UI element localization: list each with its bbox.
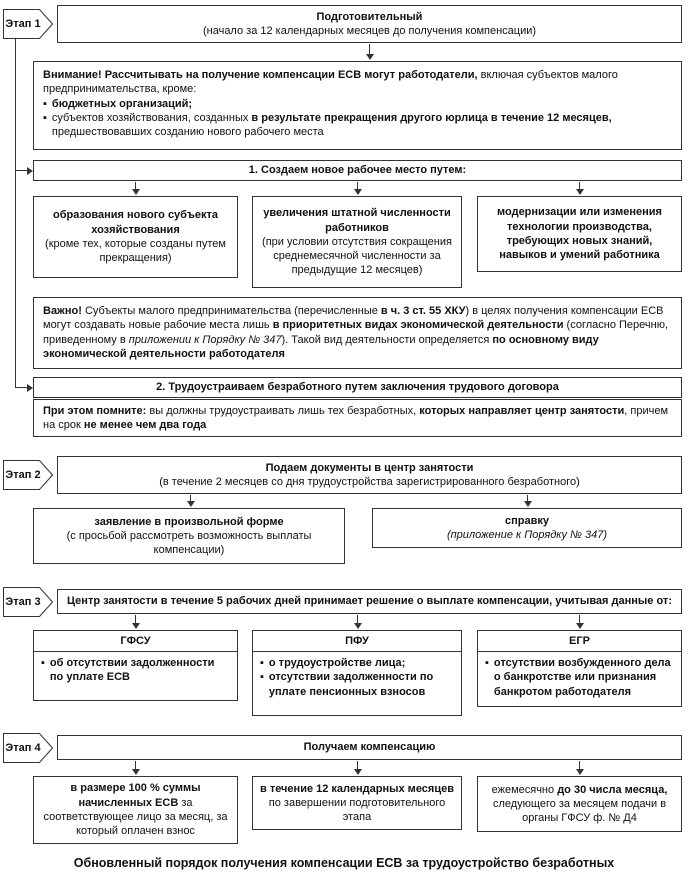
source1-name: ГФСУ — [34, 631, 237, 652]
source2-bullet-1: ▪ о трудоустройстве лица; — [260, 656, 454, 670]
warning-lead — [43, 68, 672, 97]
stage4-header-box — [57, 735, 682, 760]
arrow-down-icon — [575, 182, 584, 195]
stage2-tag-label: Этап 2 — [5, 469, 41, 481]
arrow-down-icon — [365, 44, 374, 60]
stage4-tag — [3, 733, 53, 763]
term-box-amount — [33, 776, 238, 844]
term2-text: в течение 12 календарных месяцев по завершении подготовительного этапа — [260, 782, 454, 824]
stage2-header-box — [57, 456, 682, 494]
source-box-egr — [477, 630, 682, 707]
option-box-3 — [477, 196, 682, 272]
source3-body — [478, 652, 681, 703]
arrow-down-icon — [575, 761, 584, 775]
term3-text: ежемесячно до 30 числа месяца, следующего за месяцем подачи в органы ГФСУ ф. № Д4 — [491, 783, 668, 825]
source-box-gfsu — [33, 630, 238, 701]
arrow-down-icon — [186, 495, 195, 507]
source3-bullet-1: ▪ отсутствии возбужденного дела о банкротстве или признания банкротом работодателя — [485, 656, 674, 699]
step1-label: 1. Создаем новое рабочее место путем: — [248, 164, 467, 177]
arrow-right-icon — [15, 383, 33, 392]
doc2-note: (приложение к Порядку № 347) — [446, 529, 608, 541]
option-box-2 — [252, 196, 462, 288]
stage1-subtitle: (начало за 12 календарных месяцев до получения компенсации) — [202, 25, 537, 37]
term-box-schedule — [477, 776, 682, 832]
stage1-title: Подготовительный — [316, 10, 423, 23]
arrow-down-icon — [575, 615, 584, 629]
arrow-down-icon — [523, 495, 532, 507]
option1-note: (кроме тех, которые созданы путем прекращения) — [45, 238, 226, 265]
important-text: Важно! — [43, 305, 82, 317]
arrow-down-icon — [353, 615, 362, 629]
doc-box-certificate — [372, 508, 682, 548]
term-box-duration — [252, 776, 462, 830]
warning-bullet-2: ▪ субъектов хозяйствования, созданных в результате прекращения другого юрлица в течение 12 месяцев, предшествовавших созданию нового рабочего места — [43, 111, 672, 140]
source2-body — [253, 652, 461, 703]
stage1-header-box — [57, 5, 682, 43]
arrow-down-icon — [353, 761, 362, 775]
source-box-pfu — [252, 630, 462, 716]
option3-main: модернизации или изменения технологии производства, требующих новых знаний, навыков и умений работника — [497, 206, 662, 262]
stage2-title: Подаем документы в центр занятости — [265, 461, 474, 474]
source3-name: ЕГР — [478, 631, 681, 652]
stage3-tag-label: Этап 3 — [5, 596, 41, 608]
doc-box-application — [33, 508, 345, 564]
step2-box — [33, 377, 682, 398]
term1-text: в размере 100 % суммы начисленных ЕСВ за соответствующее лицо за месяц, за который оплачен взнос — [43, 782, 228, 838]
warning-lead-bold: Внимание! Рассчитывать на получение компенсации ЕСВ могут работодатели, — [43, 69, 478, 81]
doc1-title: заявление в произвольной форме — [94, 515, 284, 528]
important-box: Важно! Субъекты малого предпринимательства (перечисленные в ч. 3 ст. 55 ХКУ) в целях получения компенсации ЕСВ могут создавать новые рабочие места лишь в приоритетных видах экономической деятельности (согласно Перечню, приведенному в приложении к Порядку № 347). Такой вид деятельности определяется по основному виду экономической деятельности работодателя — [33, 297, 682, 369]
stage3-header-box — [57, 589, 682, 614]
stage1-connector-line — [15, 39, 16, 388]
source1-bullet-1: ▪ об отсутствии задолженности по уплате ЕСВ — [41, 656, 230, 685]
option1-main: образования нового субъекта хозяйствования — [53, 209, 218, 236]
remember-text: При этом помните: — [43, 405, 147, 417]
stage3-tag — [3, 587, 53, 617]
option2-note: (при условии отсутствия сокращения среднемесячной численности за предыдущие 12 месяцев) — [262, 235, 452, 277]
remember-box: При этом помните: вы должны трудоустраивать лишь тех безработных, которых направляет центр занятости, причем на срок не менее чем два года — [33, 399, 682, 437]
stage3-title: Центр занятости в течение 5 рабочих дней принимает решение о выплате компенсации, учитывая данные от: — [67, 595, 672, 608]
warning-bullet-1: ▪ бюджетных организаций; — [43, 97, 672, 111]
source2-name: ПФУ — [253, 631, 461, 652]
warning-box — [33, 61, 682, 150]
arrow-down-icon — [131, 615, 140, 629]
doc1-note: (с просьбой рассмотреть возможность выплаты компенсации) — [66, 529, 312, 557]
diagram-title: Обновленный порядок получения компенсации ЕСВ за трудоустройство безработных — [73, 856, 615, 870]
stage1-tag-label: Этап 1 — [5, 18, 41, 30]
step2-label: 2. Трудоустраиваем безработного путем заключения трудового договора — [156, 381, 559, 394]
source2-bullet-2: ▪ отсутствии задолженности по уплате пенсионных взносов — [260, 670, 454, 699]
arrow-down-icon — [353, 182, 362, 195]
doc2-title: справку — [505, 514, 549, 527]
stage2-tag — [3, 460, 53, 490]
stage1-tag — [3, 9, 53, 39]
stage4-tag-label: Этап 4 — [5, 742, 41, 754]
arrow-down-icon — [131, 761, 140, 775]
source1-body — [34, 652, 237, 689]
stage4-title: Получаем компенсацию — [303, 741, 436, 754]
step1-box — [33, 160, 682, 181]
arrow-down-icon — [131, 182, 140, 195]
option2-main: увеличения штатной численности работников — [263, 207, 451, 234]
option-box-1 — [33, 196, 238, 278]
stage2-subtitle: (в течение 2 месяцев со дня трудоустройства зарегистрированного безработного) — [159, 476, 580, 488]
arrow-right-icon — [15, 166, 33, 175]
warning-lead-rest: включая субъектов малого предпринимательства, кроме: — [43, 69, 618, 96]
